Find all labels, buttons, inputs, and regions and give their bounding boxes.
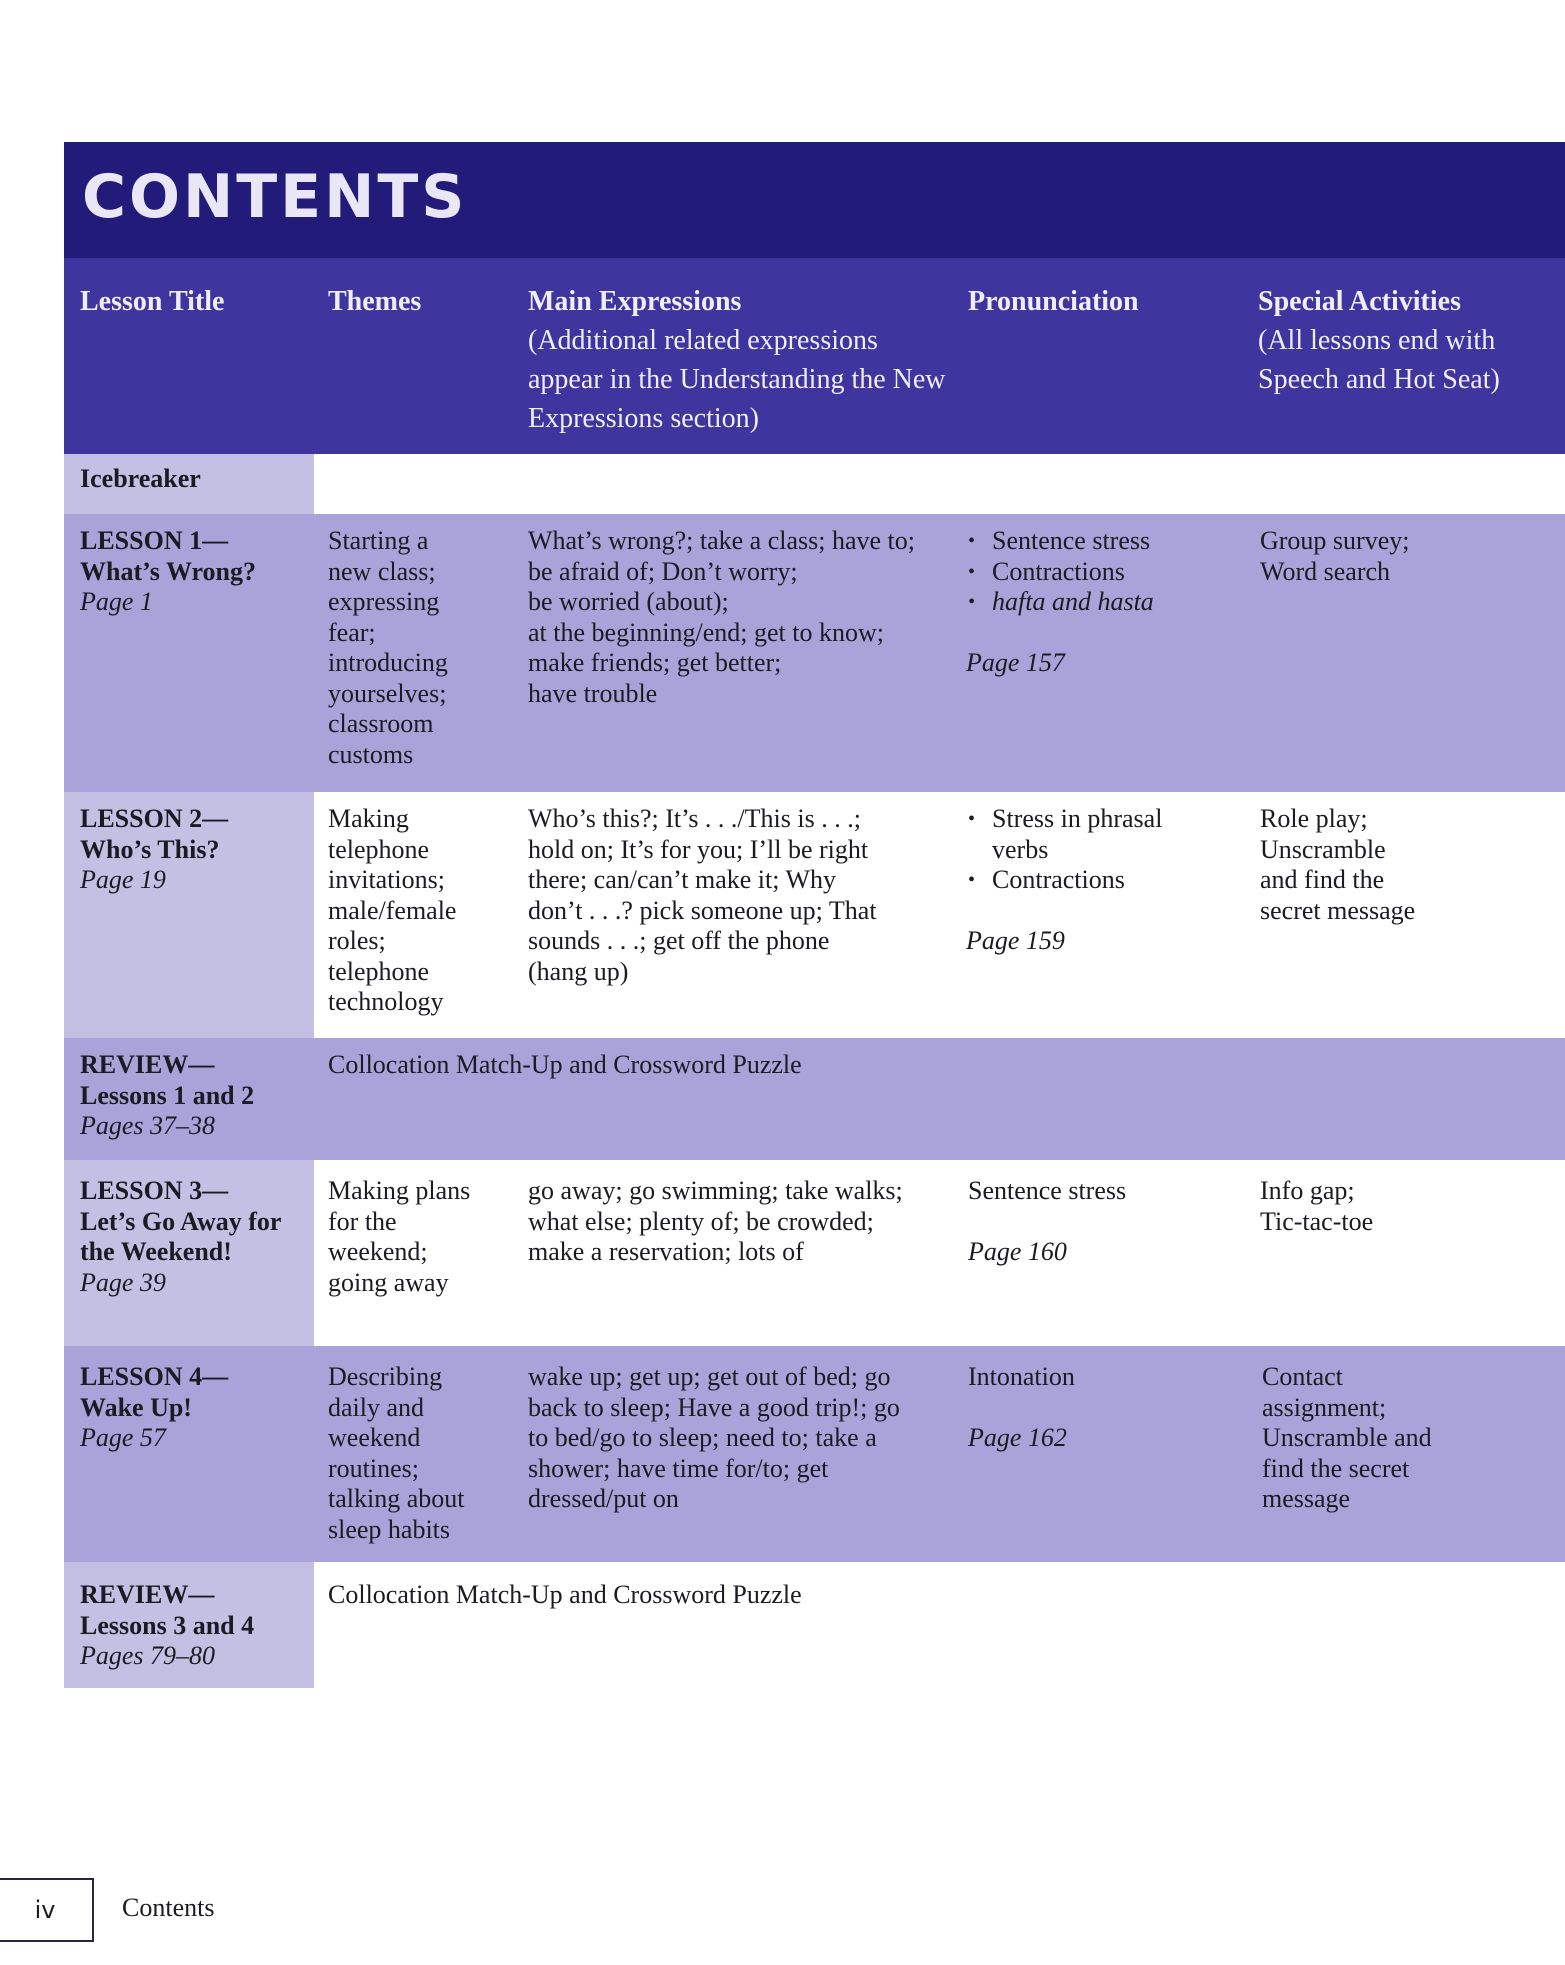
column-header-themes bbox=[328, 282, 518, 321]
pronunciation-item: • Stress in phrasal verbs bbox=[966, 804, 1206, 865]
title-bar bbox=[64, 142, 1565, 258]
theme-line: Starting a bbox=[328, 526, 429, 555]
column-header-main-expressions bbox=[528, 282, 948, 438]
activity-line: assignment; bbox=[1262, 1392, 1387, 1422]
theme-line: expressing bbox=[328, 587, 440, 616]
lesson-page: Page 57 bbox=[80, 1423, 166, 1452]
review-title: Lessons 1 and 2 bbox=[80, 1080, 255, 1110]
lesson-1-themes bbox=[328, 526, 518, 770]
pronunciation-page: Page 157 bbox=[966, 647, 1065, 677]
theme-line: daily and bbox=[328, 1392, 425, 1422]
page-number-box bbox=[0, 1878, 94, 1942]
lesson-1-pronunciation bbox=[966, 526, 1206, 678]
pronunciation-item: • hafta and hasta bbox=[966, 587, 1206, 618]
expression-line: wake up; get up; get out of bed; go bbox=[528, 1362, 891, 1391]
footer-section-label: Contents bbox=[122, 1893, 215, 1922]
lesson-2-expressions bbox=[528, 804, 958, 987]
pronunciation-item: Sentence stress bbox=[968, 1176, 1127, 1205]
lesson-4-pronunciation bbox=[968, 1362, 1208, 1453]
theme-line: Describing bbox=[328, 1362, 443, 1391]
activity-line: Role play; bbox=[1260, 804, 1368, 833]
theme-line: customs bbox=[328, 739, 414, 769]
theme-line: going away bbox=[328, 1267, 449, 1297]
lesson-2-title-cell bbox=[80, 804, 310, 896]
review-pages: Pages 37–38 bbox=[80, 1111, 216, 1140]
column-name: Lesson Title bbox=[80, 286, 225, 317]
expression-line: hold on; It’s for you; I’ll be right bbox=[528, 834, 869, 864]
theme-line: male/female bbox=[328, 895, 457, 925]
lesson-1-activities bbox=[1260, 526, 1500, 587]
lesson-title: Let’s Go Away for the Weekend! bbox=[80, 1206, 281, 1266]
lesson-label: LESSON 3— bbox=[80, 1176, 229, 1205]
column-header-row bbox=[64, 258, 1565, 454]
pronunciation-item: • Sentence stress bbox=[966, 526, 1206, 557]
column-name: Pronunciation bbox=[968, 286, 1139, 317]
column-note: (All lessons end with Speech and Hot Seat) bbox=[1258, 325, 1500, 395]
column-note: (Additional related expressions appear in the Understanding the New Expressions section) bbox=[528, 325, 946, 434]
expression-line: sounds . . .; get off the phone bbox=[528, 926, 830, 955]
activity-line: Word search bbox=[1260, 556, 1391, 586]
expression-line: be afraid of; Don’t worry; bbox=[528, 556, 798, 586]
theme-line: for the bbox=[328, 1206, 397, 1236]
page-title: CONTENTS bbox=[82, 162, 468, 232]
lesson-page: Page 19 bbox=[80, 865, 166, 894]
lesson-1-expressions bbox=[528, 526, 958, 709]
column-name: Main Expressions bbox=[528, 286, 742, 317]
expression-line: have trouble bbox=[528, 678, 658, 708]
expression-line: go away; go swimming; take walks; bbox=[528, 1176, 903, 1205]
theme-line: weekend; bbox=[328, 1237, 428, 1266]
lesson-4-title-cell bbox=[80, 1362, 310, 1454]
expression-line: shower; have time for/to; get bbox=[528, 1453, 829, 1483]
expression-line: make a reservation; lots of bbox=[528, 1237, 804, 1266]
expression-line: back to sleep; Have a good trip!; go bbox=[528, 1392, 900, 1422]
pronunciation-page: Page 162 bbox=[968, 1422, 1067, 1452]
icebreaker-text: Icebreaker bbox=[80, 464, 201, 493]
activity-line: Contact bbox=[1262, 1362, 1343, 1391]
activity-line: message bbox=[1262, 1484, 1351, 1513]
lesson-title: Who’s This? bbox=[80, 834, 220, 864]
theme-line: roles; bbox=[328, 926, 386, 955]
lesson-1-title-cell bbox=[80, 526, 310, 618]
column-header-lesson-title bbox=[80, 282, 310, 321]
activity-line: Unscramble and bbox=[1262, 1423, 1432, 1452]
review-label: REVIEW— bbox=[80, 1580, 215, 1609]
expression-line: be worried (about); bbox=[528, 587, 729, 616]
activity-line: Info gap; bbox=[1260, 1176, 1355, 1205]
theme-line: fear; bbox=[328, 617, 376, 647]
expression-line: at the beginning/end; get to know; bbox=[528, 617, 884, 647]
lesson-page: Page 39 bbox=[80, 1267, 166, 1297]
pronunciation-page: Page 160 bbox=[968, 1236, 1067, 1266]
expression-line: What’s wrong?; take a class; have to; bbox=[528, 526, 915, 555]
column-name: Themes bbox=[328, 286, 422, 317]
icebreaker-label bbox=[80, 464, 201, 495]
activity-line: Unscramble bbox=[1260, 834, 1386, 864]
review-2-activity: Collocation Match-Up and Crossword Puzzle bbox=[328, 1580, 802, 1609]
theme-line: talking about bbox=[328, 1484, 465, 1513]
activity-line: secret message bbox=[1260, 895, 1416, 925]
review-1-activity: Collocation Match-Up and Crossword Puzzle bbox=[328, 1050, 802, 1079]
activity-line: Tic-tac-toe bbox=[1260, 1206, 1374, 1236]
expression-line: (hang up) bbox=[528, 956, 629, 986]
lesson-page: Page 1 bbox=[80, 587, 153, 616]
activity-line: Group survey; bbox=[1260, 526, 1410, 555]
expression-line: make friends; get better; bbox=[528, 648, 782, 677]
lesson-4-activities bbox=[1262, 1362, 1502, 1515]
lesson-3-pronunciation bbox=[968, 1176, 1208, 1267]
column-header-pronunciation bbox=[968, 282, 1228, 321]
column-header-special-activities bbox=[1258, 282, 1503, 399]
theme-line: telephone bbox=[328, 834, 430, 864]
lesson-title: What’s Wrong? bbox=[80, 556, 257, 586]
expression-line: Who’s this?; It’s . . ./This is . . .; bbox=[528, 804, 861, 833]
theme-line: classroom bbox=[328, 709, 434, 738]
lesson-3-themes bbox=[328, 1176, 518, 1298]
pronunciation-item: • Contractions bbox=[966, 557, 1206, 588]
expression-line: dressed/put on bbox=[528, 1484, 679, 1513]
lesson-4-themes bbox=[328, 1362, 518, 1545]
theme-line: Making bbox=[328, 804, 409, 833]
lesson-3-expressions bbox=[528, 1176, 958, 1268]
theme-line: telephone bbox=[328, 956, 430, 986]
lesson-3-activities bbox=[1260, 1176, 1500, 1237]
theme-line: yourselves; bbox=[328, 678, 447, 708]
theme-line: routines; bbox=[328, 1453, 419, 1483]
review-1-title-cell bbox=[80, 1050, 310, 1142]
pronunciation-page: Page 159 bbox=[966, 925, 1065, 955]
pronunciation-item: • Contractions bbox=[966, 865, 1206, 896]
lesson-4-expressions bbox=[528, 1362, 958, 1515]
page-number: iv bbox=[34, 1896, 56, 1924]
review-title: Lessons 3 and 4 bbox=[80, 1610, 255, 1640]
lesson-label: LESSON 1— bbox=[80, 526, 229, 555]
activity-line: and find the bbox=[1260, 865, 1385, 894]
pronunciation-item: Intonation bbox=[968, 1362, 1075, 1391]
theme-line: invitations; bbox=[328, 865, 445, 894]
lesson-label: LESSON 4— bbox=[80, 1362, 229, 1391]
activity-line: find the secret bbox=[1262, 1453, 1410, 1483]
theme-line: Making plans bbox=[328, 1176, 471, 1205]
lesson-2-pronunciation bbox=[966, 804, 1206, 956]
theme-line: technology bbox=[328, 987, 444, 1016]
review-label: REVIEW— bbox=[80, 1050, 215, 1079]
theme-line: sleep habits bbox=[328, 1514, 451, 1544]
lesson-3-title-cell bbox=[80, 1176, 310, 1298]
review-pages: Pages 79–80 bbox=[80, 1641, 216, 1670]
lesson-title: Wake Up! bbox=[80, 1392, 192, 1422]
expression-line: don’t . . .? pick someone up; That bbox=[528, 895, 877, 925]
lesson-2-activities bbox=[1260, 804, 1500, 926]
lesson-2-themes bbox=[328, 804, 518, 1018]
expression-line: there; can/can’t make it; Why bbox=[528, 865, 837, 894]
theme-line: new class; bbox=[328, 556, 436, 586]
column-name: Special Activities bbox=[1258, 286, 1461, 317]
theme-line: introducing bbox=[328, 648, 448, 677]
lesson-label: LESSON 2— bbox=[80, 804, 229, 833]
review-2-title-cell bbox=[80, 1580, 310, 1672]
expression-line: to bed/go to sleep; need to; take a bbox=[528, 1423, 877, 1452]
expression-line: what else; plenty of; be crowded; bbox=[528, 1206, 874, 1236]
theme-line: weekend bbox=[328, 1423, 421, 1452]
